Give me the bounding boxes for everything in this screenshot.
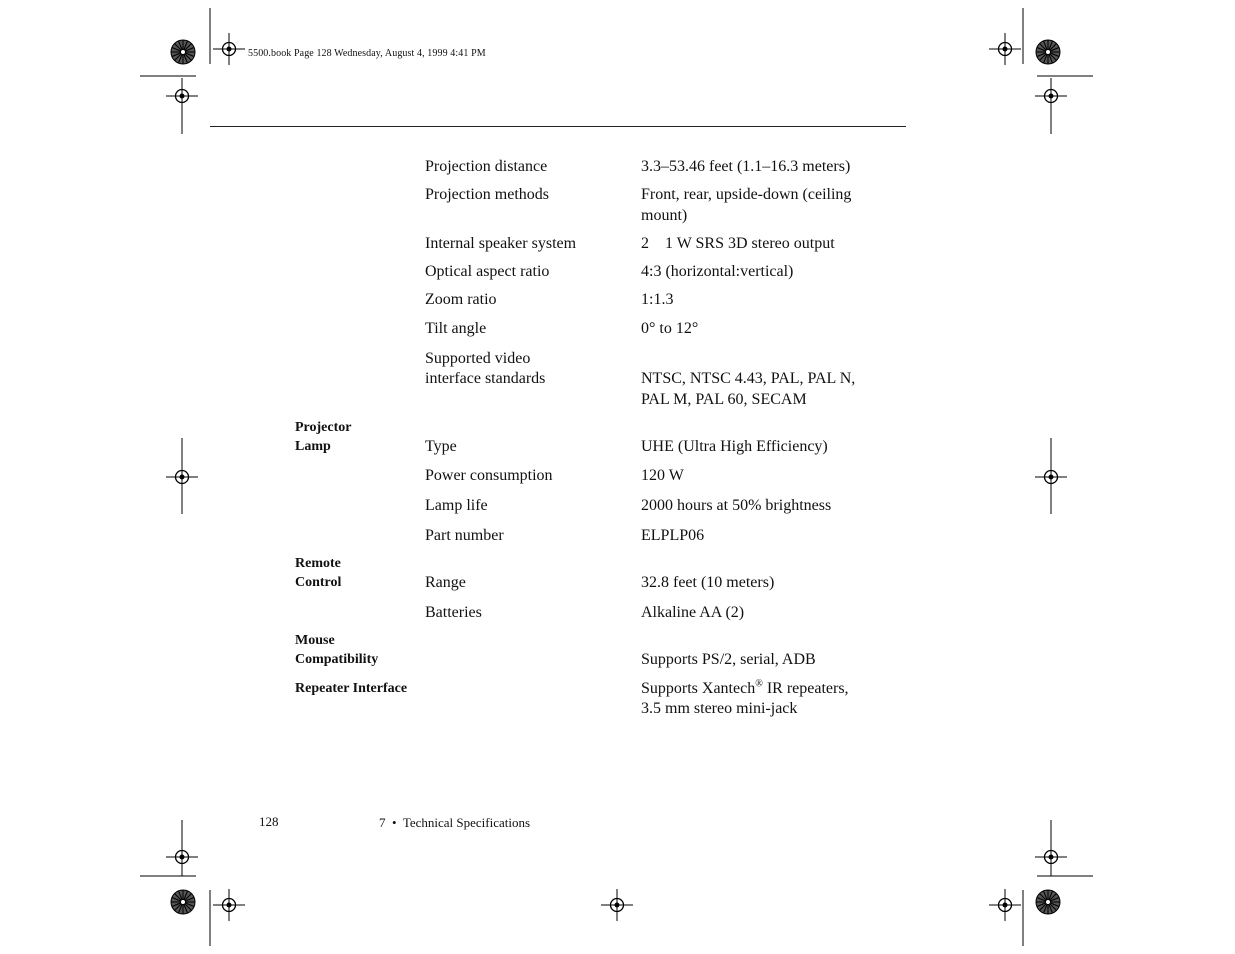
spec-label-projection-distance: Projection distance (425, 158, 548, 175)
spec-label-speaker: Internal speaker system (425, 235, 577, 252)
spec-value-aspect: 4:3 (horizontal:vertical) (641, 263, 794, 280)
spec-label-lamp-life: Lamp life (425, 497, 488, 514)
repeater-text-pre: Supports Xantech (641, 680, 756, 697)
radial-starburst-icon (1036, 890, 1060, 914)
spec-value-repeater-line1 (641, 679, 901, 699)
spec-value-lamp-type: UHE (Ultra High Efficiency) (641, 438, 828, 455)
repeater-text-post: IR repeaters, (762, 680, 849, 697)
header-rule (210, 126, 906, 127)
crosshair-circle-icon (601, 889, 633, 921)
chapter-footer: 7 • Technical Specifications (379, 815, 531, 830)
crosshair-circle-icon (989, 889, 1021, 921)
registered-mark: ® (755, 678, 763, 690)
section-heading-mouse-line1: Mouse (295, 633, 335, 648)
spec-label-remote-batteries: Batteries (425, 604, 482, 621)
spec-value-video-line2: PAL M, PAL 60, SECAM (641, 391, 807, 408)
spec-label-lamp-type: Type (425, 438, 457, 455)
section-heading-remote-line1: Remote (295, 556, 341, 571)
spec-label-zoom: Zoom ratio (425, 291, 497, 308)
spec-value-lamp-part: ELPLP06 (641, 527, 705, 544)
spec-value-projection-methods-line1: Front, rear, upside-down (ceiling (641, 186, 852, 203)
crosshair-circle-icon (1035, 841, 1067, 873)
spec-value-projection-methods-line2: mount) (641, 207, 688, 224)
spec-value-remote-range: 32.8 feet (10 meters) (641, 574, 775, 591)
section-heading-repeater: Repeater Interface (295, 681, 408, 696)
crosshair-circle-icon (166, 80, 198, 112)
crosshair-circle-icon (166, 841, 198, 873)
radial-starburst-icon (1036, 40, 1060, 64)
spec-label-video-line1: Supported video (425, 350, 531, 367)
crosshair-circle-icon (989, 33, 1021, 65)
spec-label-projection-methods: Projection methods (425, 186, 549, 203)
spec-label-lamp-power: Power consumption (425, 467, 553, 484)
spec-label-video-line2: interface standards (425, 370, 546, 387)
spec-value-tilt: 0° to 12° (641, 320, 699, 337)
section-heading-lamp-line1: Projector (295, 420, 352, 435)
spec-label-tilt: Tilt angle (425, 320, 487, 337)
spec-value-lamp-power: 120 W (641, 467, 684, 484)
spec-value-projection-distance: 3.3–53.46 feet (1.1–16.3 meters) (641, 158, 851, 175)
section-heading-remote-line2: Control (295, 575, 342, 590)
spec-label-remote-range: Range (425, 574, 466, 591)
crosshair-circle-icon (213, 33, 245, 65)
spec-value-zoom: 1:1.3 (641, 291, 674, 308)
spec-value-speaker: 2 1 W SRS 3D stereo output (641, 235, 835, 252)
crosshair-circle-icon (1035, 461, 1067, 493)
crosshair-circle-icon (213, 889, 245, 921)
crop-lines (140, 8, 1093, 946)
crosshair-circle-icon (1035, 80, 1067, 112)
crosshair-circle-icon (166, 461, 198, 493)
section-heading-lamp-line2: Lamp (295, 439, 331, 454)
radial-starburst-icon (171, 40, 195, 64)
spec-label-aspect: Optical aspect ratio (425, 263, 550, 280)
section-heading-mouse-line2: Compatibility (295, 652, 379, 667)
spec-value-video-line1: NTSC, NTSC 4.43, PAL, PAL N, (641, 370, 856, 387)
print-slug: 5500.book Page 128 Wednesday, August 4, 1999 4:41 PM (248, 48, 486, 59)
spec-value-mouse: Supports PS/2, serial, ADB (641, 651, 816, 668)
spec-label-lamp-part: Part number (425, 527, 504, 544)
page-number: 128 (259, 814, 279, 829)
spec-value-remote-batteries: Alkaline AA (2) (641, 604, 745, 621)
spec-value-repeater-line2: 3.5 mm stereo mini-jack (641, 700, 798, 717)
spec-value-lamp-life: 2000 hours at 50% brightness (641, 497, 832, 514)
radial-starburst-icon (171, 890, 195, 914)
